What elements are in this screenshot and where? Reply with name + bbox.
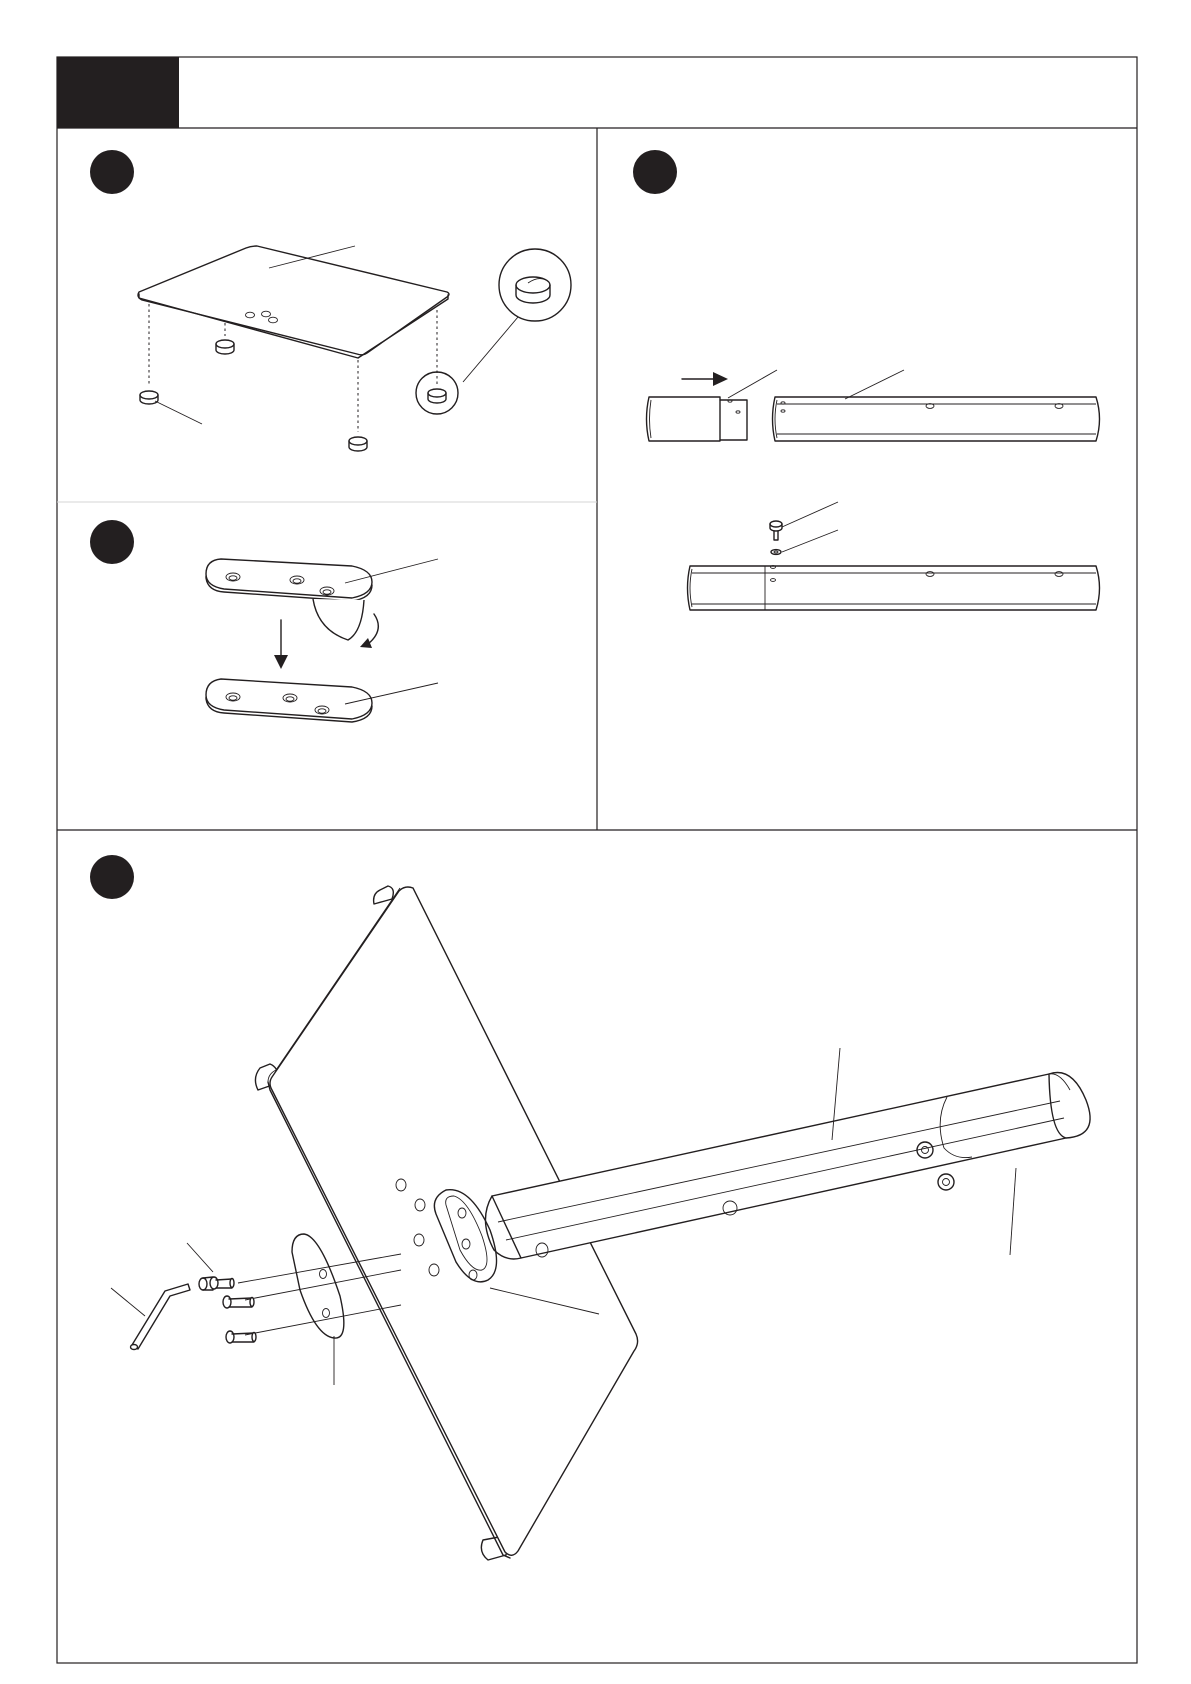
step-3-illustration: [647, 370, 1100, 610]
step-3-marker: [633, 150, 677, 194]
foot-pad: [140, 391, 158, 404]
step-1-marker: [90, 150, 134, 194]
bolt-icon: [223, 1296, 254, 1308]
step-2-marker: [90, 520, 134, 564]
step-4-illustration: [111, 886, 1090, 1560]
bolt-icon: [199, 1277, 234, 1290]
header-black-tab: [57, 57, 179, 128]
step-4-marker: [90, 855, 134, 899]
hex-key-icon: [131, 1284, 191, 1350]
foot-pad: [349, 437, 367, 451]
bolt-icon: [770, 521, 782, 554]
foot-pad: [216, 340, 234, 354]
step-2-illustration: [206, 559, 438, 722]
bolt-icon: [226, 1331, 256, 1343]
curved-arrow-icon: [368, 614, 378, 644]
step-1-illustration: [138, 246, 571, 451]
